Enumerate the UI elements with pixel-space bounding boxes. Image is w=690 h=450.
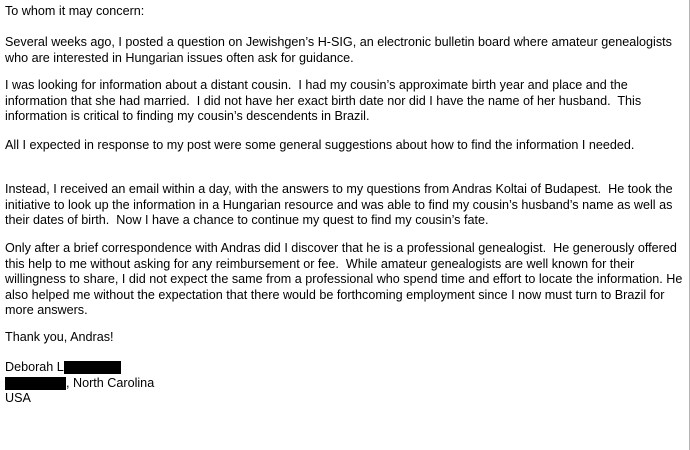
signature-name-line [5,360,154,376]
signature-block [5,360,154,407]
letter-page [5,0,689,450]
signature-name: Deborah L [5,360,64,374]
signature-location-line [5,376,154,392]
letter-paragraph-4: Instead, I received an email within a day, with the answers to my questions from Andras Koltai of Budapest. He took the initiative to look up the information in a Hungarian resource and was able to find my cousin’s husband’s name as well as their dates of birth. Now I have a chance to continue my quest to find my cousin’s fate. [5,182,677,227]
letter-paragraph-1: Several weeks ago, I posted a question on Jewishgen’s H-SIG, an electronic bulletin board where amateur genealogists who are interested in Hungarian issues often ask for guidance. [5,35,676,65]
signature-country: USA [5,391,31,405]
letter-paragraph-5: Only after a brief correspondence with Andras did I discover that he is a professional genealogist. He generously offered this help to me without asking for any reimbursement or fee. While amateur genealogists are well known for their willingness to share, I did not expect the same from a professional who spend time and effort to locate the information. He also helped me without the expectation that there would be forthcoming employment since I now must turn to Brazil for more answers. [5,241,686,317]
letter-greeting: To whom it may concern: [5,4,145,18]
redacted-city-bar [5,377,66,390]
redacted-surname-bar [64,361,121,374]
signature-location: , North Carolina [66,375,155,390]
signature-country-line [5,391,154,407]
letter-paragraph-2: I was looking for information about a distant cousin. I had my cousin’s approximate birth year and place and the information that she had married. I did not have her exact birth date nor did I have the name of her husband. This information is critical to finding my cousin’s descendents in Brazil. [5,78,645,123]
letter-paragraph-3: All I expected in response to my post were some general suggestions about how to find the information I needed. [5,138,635,152]
letter-closing: Thank you, Andras! [5,330,114,344]
